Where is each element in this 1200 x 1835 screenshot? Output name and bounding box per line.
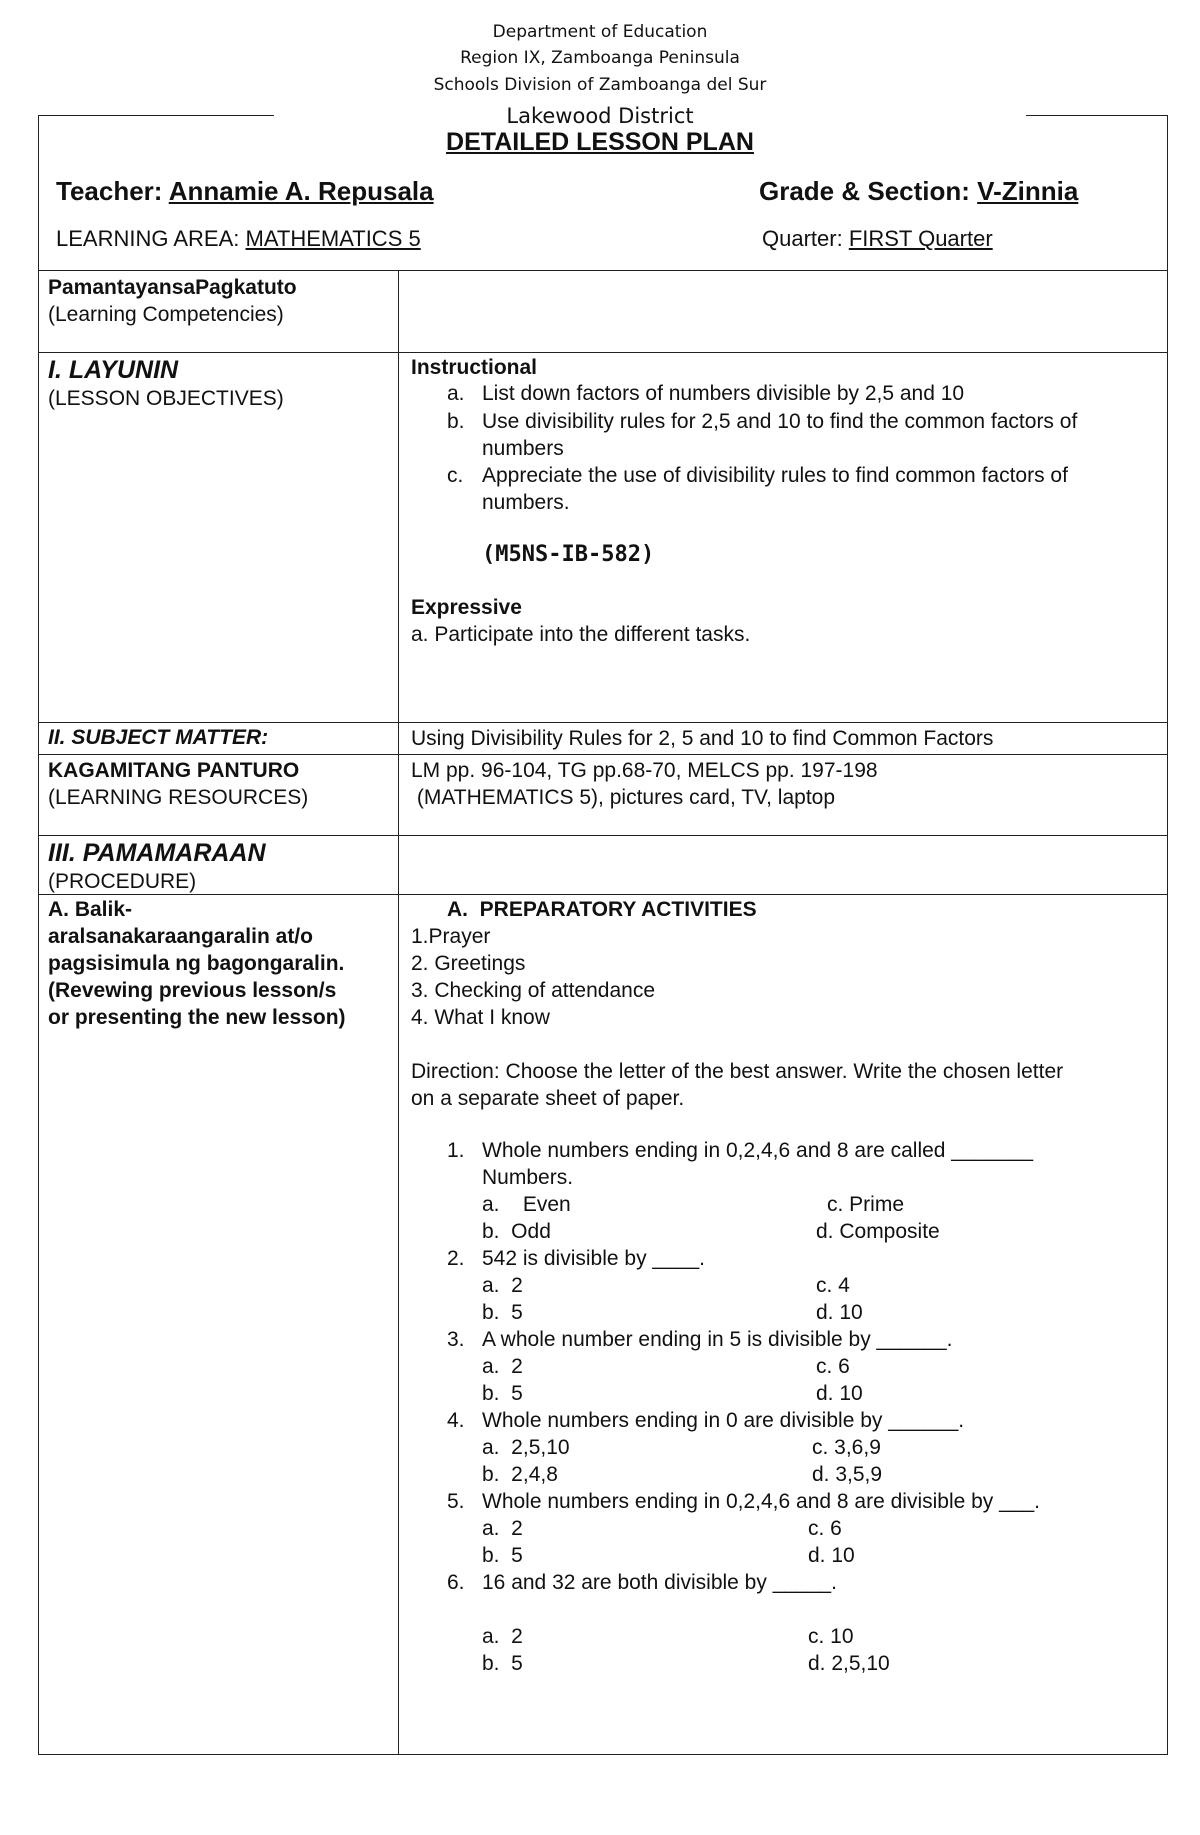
- agency-line-2: Region IX, Zamboanga Peninsula: [460, 48, 740, 68]
- competency-code: (M5NS-IB-582): [482, 542, 655, 567]
- quiz-choice-a: a. 2: [482, 1517, 523, 1540]
- direction-line-2: on a separate sheet of paper.: [411, 1087, 685, 1110]
- teacher-label: Teacher:: [56, 176, 169, 206]
- quiz-choice-c: c. 4: [816, 1274, 850, 1297]
- quiz-number: 2.: [447, 1247, 465, 1270]
- prep-item-prayer: 1.Prayer: [411, 925, 491, 948]
- top-border-right: [1026, 115, 1168, 116]
- expressive-title: Expressive: [411, 596, 522, 619]
- objectives-label: I. LAYUNIN: [48, 356, 179, 384]
- top-border-left: [38, 115, 274, 116]
- quiz-question: Whole numbers ending in 0,2,4,6 and 8 are divisible by ___.: [482, 1490, 1041, 1513]
- resources-sublabel: (LEARNING RESOURCES): [48, 786, 309, 809]
- quiz-choice-b: b. 5: [482, 1544, 523, 1567]
- quiz-choice-b: b. 5: [482, 1382, 523, 1405]
- row-divider-objectives: [38, 722, 1168, 723]
- quiz-number: 1.: [447, 1139, 465, 1162]
- quiz-choice-d: d. 2,5,10: [808, 1652, 890, 1675]
- document-title: DETAILED LESSON PLAN: [446, 128, 754, 156]
- quarter-label: Quarter:: [762, 226, 849, 251]
- quarter-line: [762, 226, 993, 252]
- subject-matter-value: Using Divisibility Rules for 2, 5 and 10 to find Common Factors: [411, 727, 994, 750]
- procedure-label-cell: [48, 838, 266, 895]
- column-divider: [398, 270, 399, 1755]
- row-divider-competencies: [38, 352, 1168, 353]
- resources-line-1: LM pp. 96-104, TG pp.68-70, MELCS pp. 197-198: [411, 759, 878, 782]
- direction-line-1: Direction: Choose the letter of the best answer. Write the chosen letter: [411, 1060, 1064, 1083]
- quiz-question: 16 and 32 are both divisible by _____.: [482, 1571, 837, 1594]
- review-label-cell: [48, 896, 346, 1031]
- quiz-choice-d: d. 10: [816, 1301, 863, 1324]
- prep-item-greetings: 2. Greetings: [411, 952, 526, 975]
- quiz-choice-a: a. Even: [482, 1193, 571, 1216]
- quiz-question: Whole numbers ending in 0 are divisible by ______.: [482, 1409, 965, 1432]
- procedure-label: III. PAMAMARAAN: [48, 839, 266, 867]
- objectives-label-cell: [48, 355, 284, 412]
- quiz-question-cont: Numbers.: [482, 1166, 574, 1189]
- prep-item-attendance: 3. Checking of attendance: [411, 979, 656, 1002]
- grade-value: V-Zinnia: [977, 176, 1079, 206]
- quiz-choice-b: b. Odd: [482, 1220, 551, 1243]
- quiz-choice-b: b. 2,4,8: [482, 1463, 558, 1486]
- instructional-title: Instructional: [411, 356, 538, 379]
- quiz-choice-a: a. 2: [482, 1274, 523, 1297]
- review-label-line: or presenting the new lesson): [48, 1006, 346, 1029]
- outer-border-left: [38, 115, 39, 1755]
- objective-c-text: Appreciate the use of divisibility rules to find common factors of: [482, 464, 1068, 487]
- grade-section-line: [759, 176, 1078, 207]
- preparatory-activities-title: A. PREPARATORY ACTIVITIES: [447, 898, 757, 921]
- review-label-line: pagsisimula ng bagongaralin.: [48, 952, 345, 975]
- quiz-choice-a: a. 2: [482, 1355, 523, 1378]
- agency-line-1: Department of Education: [492, 22, 708, 42]
- review-label-line: A. Balik-: [48, 898, 133, 921]
- row-divider-header: [38, 270, 1168, 271]
- quiz-choice-d: d. 10: [816, 1382, 863, 1405]
- objective-a-text: List down factors of numbers divisible by 2,5 and 10: [482, 382, 965, 405]
- objective-b-text-cont: numbers: [482, 437, 564, 460]
- quiz-question: 542 is divisible by ____.: [482, 1247, 705, 1270]
- teacher-line: [56, 176, 434, 207]
- review-label-line: (Revewing previous lesson/s: [48, 979, 337, 1002]
- resources-label: KAGAMITANG PANTURO: [48, 759, 300, 782]
- row-divider-subject: [38, 754, 1168, 755]
- learning-area-line: [56, 226, 421, 252]
- quiz-choice-a: a. 2: [482, 1625, 523, 1648]
- quiz-choice-c: c. 10: [808, 1625, 854, 1648]
- expressive-item: a. Participate into the different tasks.: [411, 623, 751, 646]
- quiz-question: A whole number ending in 5 is divisible by ______.: [482, 1328, 953, 1351]
- quiz-choice-a: a. 2,5,10: [482, 1436, 570, 1459]
- quiz-choice-b: b. 5: [482, 1301, 523, 1324]
- learning-area-label: LEARNING AREA:: [56, 226, 246, 251]
- quiz-number: 4.: [447, 1409, 465, 1432]
- row-divider-resources: [38, 835, 1168, 836]
- subject-matter-label: II. SUBJECT MATTER:: [48, 726, 269, 749]
- quiz-number: 3.: [447, 1328, 465, 1351]
- quiz-choice-c: c. 3,6,9: [812, 1436, 881, 1459]
- competencies-label-cell: [48, 274, 297, 328]
- resources-label-cell: [48, 757, 308, 811]
- quiz-choice-c: c. 6: [816, 1355, 850, 1378]
- quiz-choice-d: d. Composite: [816, 1220, 940, 1243]
- teacher-name: Annamie A. Repusala: [168, 176, 434, 206]
- quiz-number: 6.: [447, 1571, 465, 1594]
- outer-border-bottom: [38, 1754, 1168, 1755]
- competencies-sublabel: (Learning Competencies): [48, 303, 284, 326]
- objectives-sublabel: (LESSON OBJECTIVES): [48, 387, 284, 410]
- quiz-question: Whole numbers ending in 0,2,4,6 and 8 are called _______: [482, 1139, 1034, 1162]
- outer-border-right: [1167, 115, 1168, 1755]
- objective-c-letter: c.: [447, 464, 464, 487]
- quiz-choice-d: d. 10: [808, 1544, 855, 1567]
- quiz-choice-d: d. 3,5,9: [812, 1463, 883, 1486]
- quarter-value: FIRST Quarter: [848, 226, 993, 251]
- agency-line-3: Schools Division of Zamboanga del Sur: [433, 75, 767, 95]
- review-label-line: aralsanakaraangaralin at/o: [48, 925, 313, 948]
- objective-a-letter: a.: [447, 382, 465, 405]
- quiz-number: 5.: [447, 1490, 465, 1513]
- quiz-choice-c: c. Prime: [827, 1193, 905, 1216]
- procedure-sublabel: (PROCEDURE): [48, 870, 197, 893]
- objective-c-text-cont: numbers.: [482, 491, 570, 514]
- objective-b-text: Use divisibility rules for 2,5 and 10 to find the common factors of: [482, 410, 1078, 433]
- quiz-choice-b: b. 5: [482, 1652, 523, 1675]
- learning-area-value: MATHEMATICS 5: [245, 226, 421, 251]
- objective-b-letter: b.: [447, 410, 465, 433]
- district-name: Lakewood District: [506, 104, 694, 128]
- quiz-choice-c: c. 6: [808, 1517, 842, 1540]
- resources-line-2: (MATHEMATICS 5), pictures card, TV, laptop: [411, 786, 836, 809]
- prep-item-what-i-know: 4. What I know: [411, 1006, 550, 1029]
- competencies-label: PamantayansaPagkatuto: [48, 276, 297, 299]
- grade-label: Grade & Section:: [759, 176, 978, 206]
